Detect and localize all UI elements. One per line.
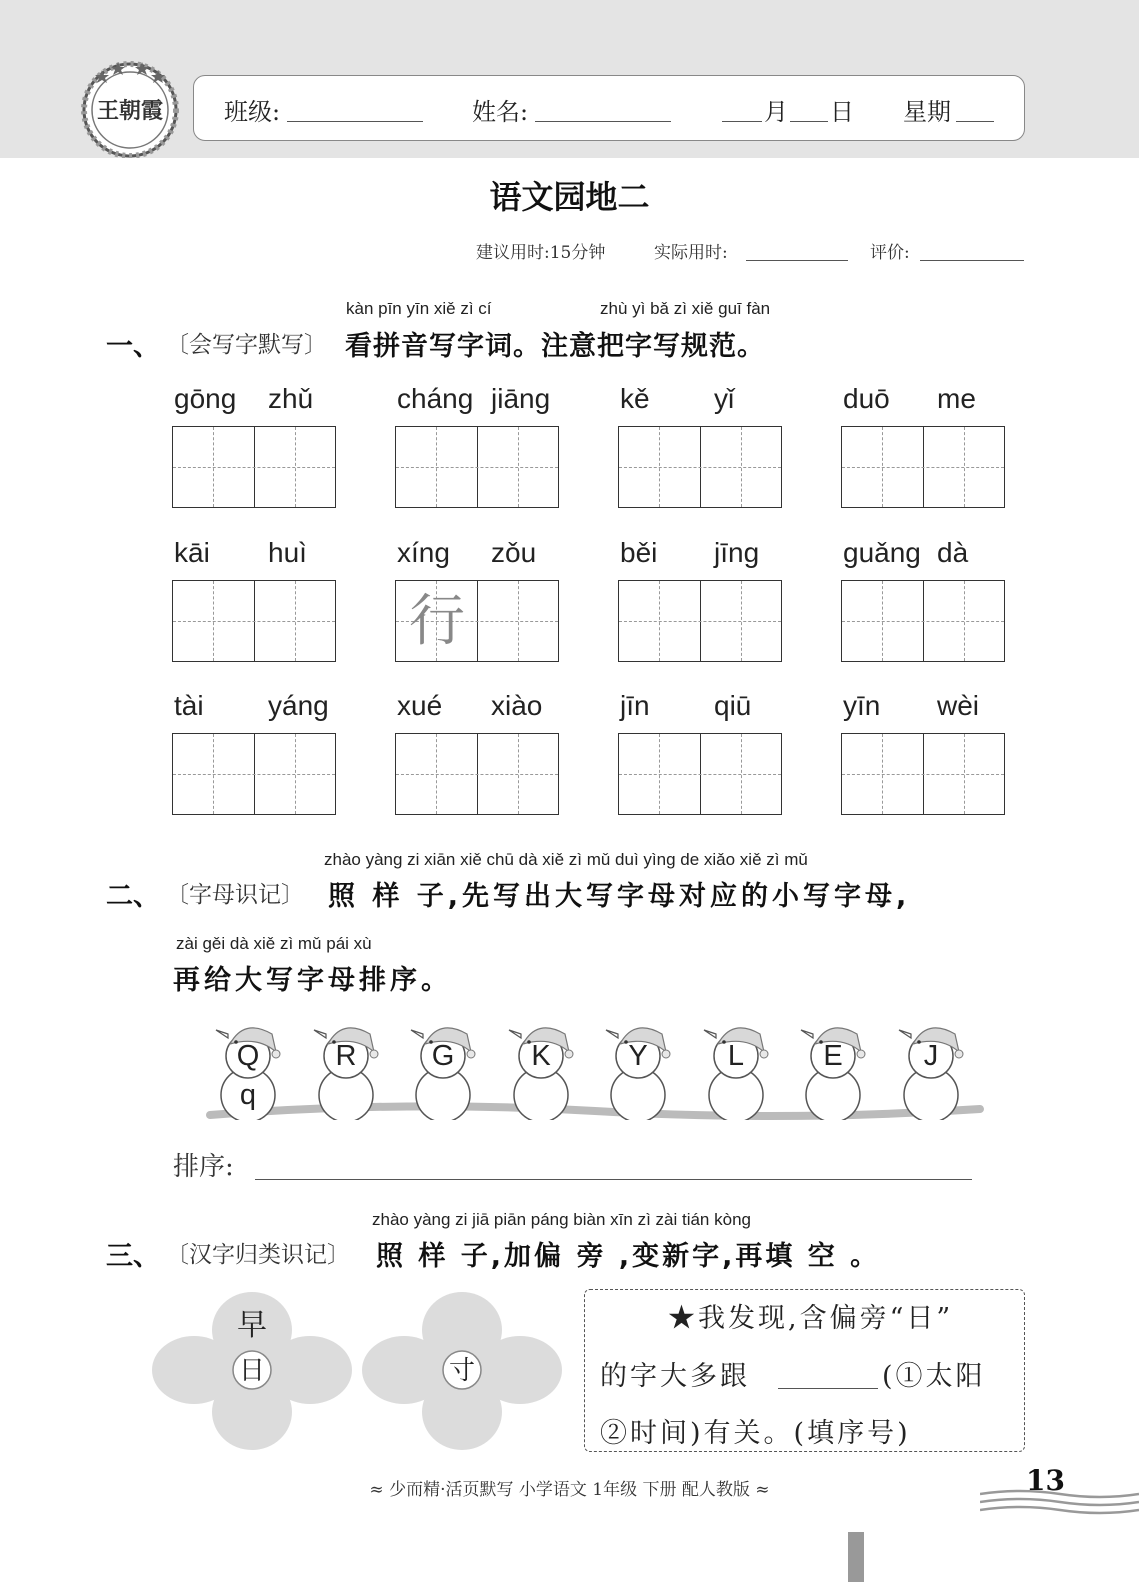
pinyin-syllable: dà — [937, 537, 969, 568]
uppercase-letter: L — [727, 1040, 745, 1072]
pinyin-syllable: zhǔ — [268, 383, 314, 414]
class-input-line[interactable] — [287, 121, 423, 122]
section1-pinyin-a: kàn pīn yīn xiě zì cí — [346, 299, 492, 318]
lowercase-answer-slot[interactable]: q — [239, 1079, 257, 1111]
page-number: 13 — [1026, 1464, 1065, 1497]
sort-label: 排序: — [173, 1152, 234, 1182]
pinyin-syllable: kāi — [174, 537, 210, 568]
uppercase-letter: Y — [628, 1040, 648, 1072]
pinyin-syllable: jiāng — [491, 383, 551, 414]
note-line-3: ②时间)有关。(填序号) — [600, 1418, 911, 1449]
pinyin-syllable: yáng — [268, 690, 329, 721]
student-info-box — [193, 75, 1025, 141]
bottom-tab — [848, 1532, 864, 1582]
section1-instruction: 看拼音写字词。注意把字写规范。 — [345, 331, 765, 362]
writing-grid[interactable] — [172, 733, 336, 815]
sort-answer-line[interactable] — [255, 1179, 972, 1180]
footer-text: ≈ 少而精·活页默写 小学语文 1年级 下册 配人教版 ≈ — [369, 1480, 770, 1500]
pinyin-syllable: tài — [174, 690, 204, 721]
pinyin-syllable: yīn — [843, 690, 881, 721]
writing-grid[interactable] — [841, 426, 1005, 508]
uppercase-letter: J — [923, 1040, 939, 1072]
section3-tag: 〔汉字归类识记〕 — [166, 1242, 350, 1268]
section2-instruction-line1: 照 样 子,先写出大写字母对应的小写字母, — [328, 881, 911, 912]
section3-instruction: 照 样 子,加偏 旁 ,变新字,再填 空 。 — [376, 1241, 881, 1272]
pinyin-syllable: jīng — [714, 537, 760, 568]
month-label: 月 — [764, 98, 788, 126]
svg-text:王朝霞: 王朝霞 — [96, 98, 164, 124]
pinyin-syllable: xíng — [397, 537, 450, 568]
sample-character: 行 — [409, 589, 465, 654]
pinyin-syllable: kě — [620, 383, 650, 414]
section2-tag: 〔字母识记〕 — [166, 882, 304, 908]
flower1-top-char: 早 — [237, 1308, 267, 1343]
writing-grid[interactable] — [841, 733, 1005, 815]
pinyin-syllable: me — [937, 383, 976, 414]
page-title: 语文园地二 — [489, 178, 650, 216]
pinyin-syllable: duō — [843, 383, 890, 414]
writing-grid[interactable] — [618, 580, 782, 662]
section2-pinyin-line2: zài gěi dà xiě zì mǔ pái xù — [176, 934, 372, 953]
writing-grid[interactable] — [395, 426, 559, 508]
section1-tag: 〔会写字默写〕 — [166, 332, 327, 358]
pinyin-syllable: jīn — [620, 690, 650, 721]
section3-pinyin: zhào yàng zi jiā piān páng biàn xīn zì zài tián kòng — [372, 1210, 751, 1229]
name-input-line[interactable] — [535, 121, 671, 122]
note-line-2b: (①太阳 — [882, 1361, 986, 1392]
section2-instruction-line2: 再给大写字母排序。 — [173, 965, 452, 996]
pinyin-syllable: zǒu — [491, 537, 537, 568]
note-line-1: ★我发现,含偏旁“日” — [668, 1303, 954, 1334]
flower1-right-blank[interactable] — [285, 1355, 319, 1387]
writing-grid[interactable] — [841, 580, 1005, 662]
section2-number: 二、 — [106, 881, 160, 912]
uppercase-letter: R — [335, 1040, 357, 1072]
note-line-2a: 的字大多跟 — [600, 1361, 750, 1392]
pinyin-syllable: xué — [397, 690, 443, 721]
flower2-center-char: 寸 — [448, 1356, 475, 1386]
actual-time-input-line[interactable] — [746, 260, 848, 261]
weekday-label: 星期 — [903, 98, 951, 126]
pinyin-syllable: gōng — [174, 383, 237, 414]
pinyin-syllable: guǎng — [843, 537, 921, 568]
pinyin-syllable: xiào — [491, 690, 543, 721]
pinyin-syllable: cháng — [397, 383, 474, 414]
section3-number: 三、 — [106, 1241, 160, 1272]
weekday-input-line[interactable] — [956, 121, 994, 122]
day-label: 日 — [830, 98, 854, 126]
pinyin-syllable: wèi — [937, 690, 980, 721]
name-label: 姓名: — [472, 98, 529, 126]
rating-input-line[interactable] — [920, 260, 1024, 261]
pinyin-syllable: běi — [620, 537, 658, 568]
uppercase-letter: Q — [236, 1040, 260, 1072]
writing-grid[interactable] — [172, 426, 336, 508]
writing-grid[interactable] — [395, 580, 559, 662]
pinyin-syllable: qiū — [714, 690, 752, 721]
flower1-center-char: 日 — [238, 1356, 265, 1386]
actual-time-label: 实际用时: — [654, 243, 728, 263]
section2-pinyin-line1: zhào yàng zi xiān xiě chū dà xiě zì mǔ duì yìng de xiǎo xiě zì mǔ — [324, 850, 808, 869]
uppercase-letter: E — [823, 1040, 843, 1072]
rating-label: 评价: — [870, 243, 910, 263]
wang-zhaoxia-seal-icon — [80, 58, 180, 158]
uppercase-letter: K — [531, 1040, 551, 1072]
section1-pinyin-b: zhù yì bǎ zì xiě guī fàn — [600, 299, 771, 318]
writing-grid[interactable] — [172, 580, 336, 662]
day-input-line[interactable] — [790, 121, 828, 122]
uppercase-letter: G — [431, 1040, 455, 1072]
class-label: 班级: — [224, 98, 281, 126]
suggested-time: 建议用时:15分钟 — [476, 243, 606, 263]
section1-number: 一、 — [106, 331, 160, 362]
writing-grid[interactable] — [395, 733, 559, 815]
pinyin-syllable: yǐ — [714, 383, 735, 414]
month-input-line[interactable] — [722, 121, 762, 122]
pinyin-syllable: huì — [268, 537, 307, 568]
writing-grid[interactable] — [618, 733, 782, 815]
writing-grid[interactable] — [618, 426, 782, 508]
note-answer-line[interactable] — [778, 1388, 878, 1389]
